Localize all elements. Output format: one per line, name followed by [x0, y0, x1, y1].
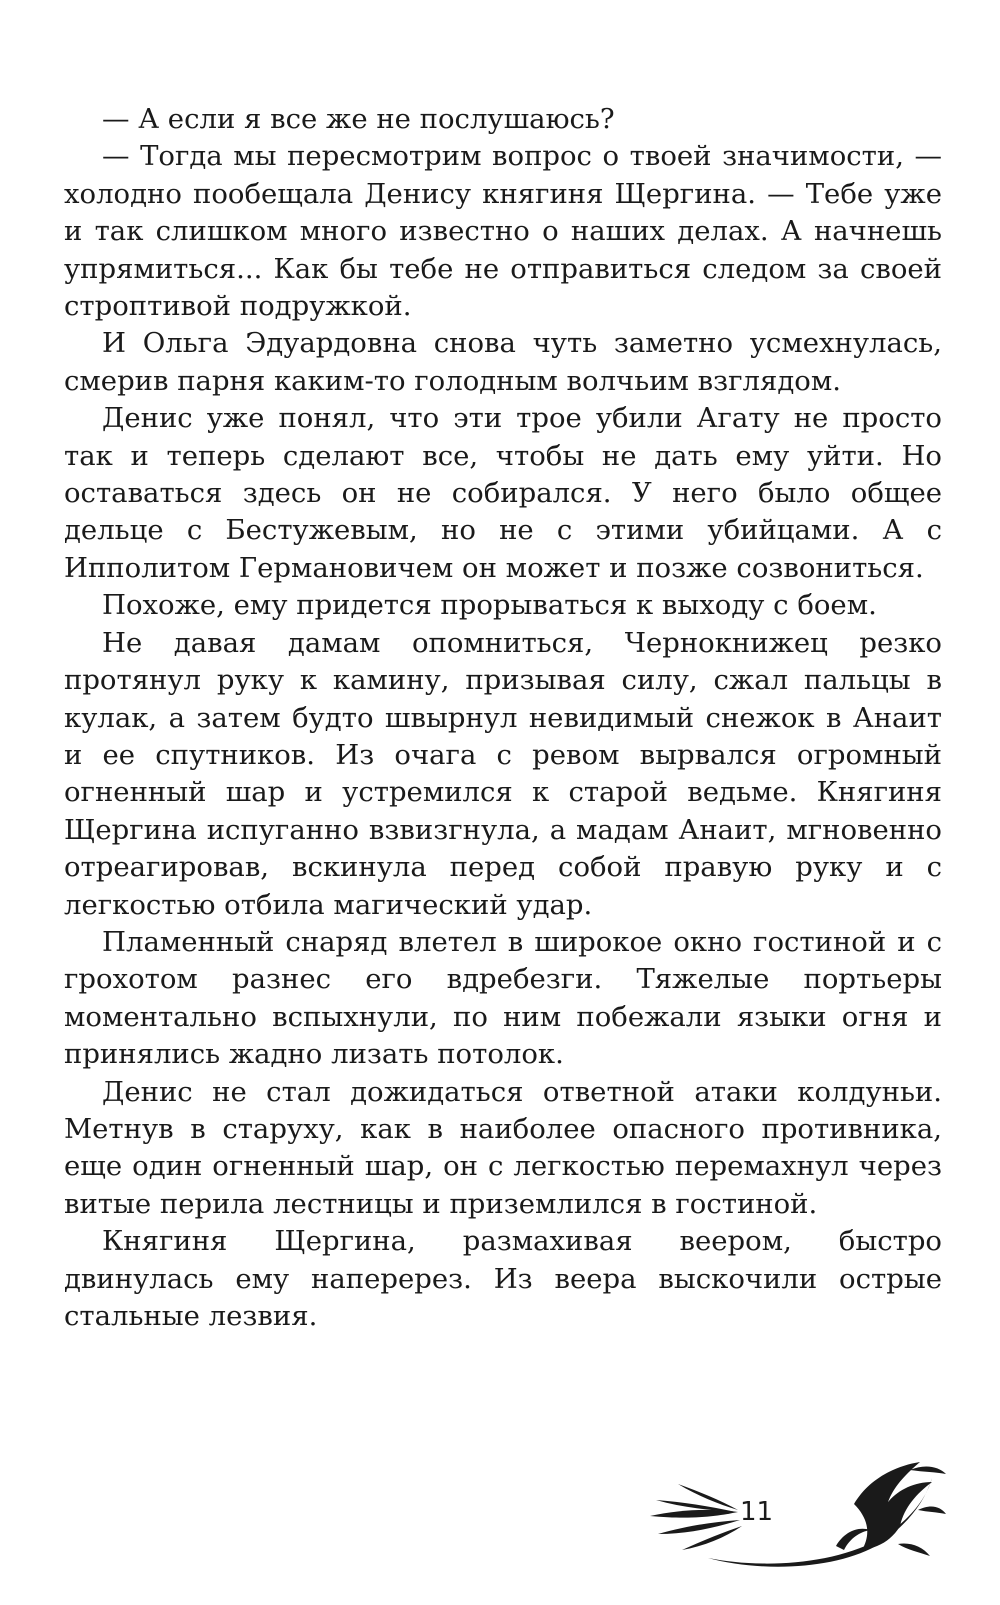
- paragraph: Денис уже понял, что эти трое убили Агату не просто так и теперь сделают все, чтобы не дать ему уйти. Но оставаться здесь он не собирался. У него было общее дельце с Бестужевым, но не с этими убийцами. А с Ипполитом Германовичем он может и позже созвониться.: [64, 402, 942, 584]
- paragraph: Княгиня Щергина, размахивая веером, быстро двинулась ему наперерез. Из веера выскочили острые стальные лезвия.: [64, 1225, 942, 1332]
- page-number: 11: [740, 1497, 774, 1527]
- paragraph: Денис не стал дожидаться ответной атаки колдуньи. Метнув в старуху, как в наиболее опасного противника, еще один огненный шар, он с легкостью перемахнул через витые перила лестницы и приземлился в гостиной.: [64, 1075, 942, 1220]
- paragraph: — Тогда мы пересмотрим вопрос о твоей значимости, — холодно пообещала Денису княгиня Щергина. — Тебе уже и так слишком много известно о наших делах. А начнешь упрямиться... Как бы тебе не отправиться следом за своей строптивой подружкой.: [64, 140, 942, 323]
- paragraph: — А если я все же не послушаюсь?: [102, 103, 615, 135]
- paragraph: И Ольга Эдуардовна снова чуть заметно усмехнулась, смерив парня каким-то голодным волчьим взглядом.: [64, 327, 942, 397]
- paragraph: Похоже, ему придется прорываться к выходу с боем.: [102, 589, 877, 622]
- body-text: [64, 101, 942, 1335]
- paragraph: Не давая дамам опомниться, Чернокнижец резко протянул руку к камину, призывая силу, сжал пальцы в кулак, а затем будто швырнул невидимый снежок в Анаит и ее спутников. Из очага с ревом вырвался огромный огненный шар и устремился к старой ведьме. Княгиня Щергина испуганно взвизгнула, а мадам Анаит, мгновенно отреагировав, вскинула перед собой правую руку и с легкостью отбила магический удар.: [64, 626, 942, 921]
- paragraph: Пламенный снаряд влетел в широкое окно гостиной и с грохотом разнес его вдребезги. Тяжелые портьеры моментально вспыхнули, по ним побежали языки огня и принялись жадно лизать потолок.: [64, 925, 942, 1071]
